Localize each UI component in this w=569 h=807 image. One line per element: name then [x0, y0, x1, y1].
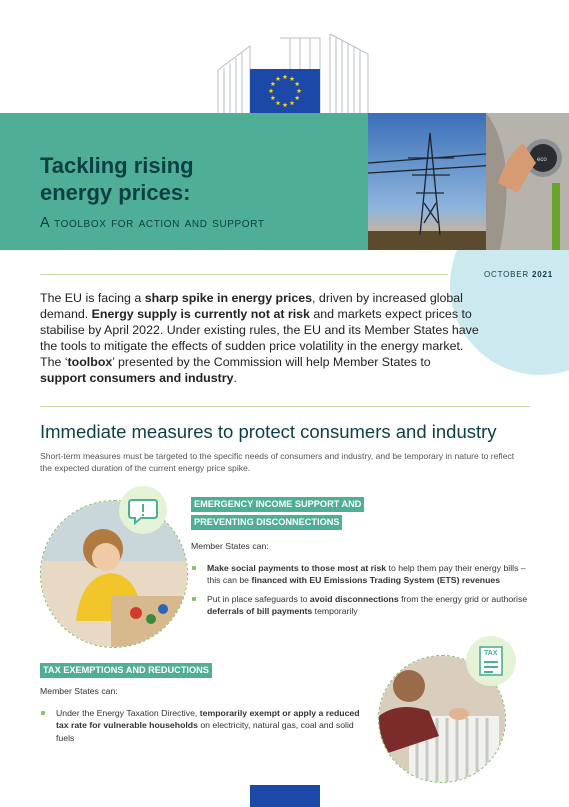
tax-lead: Member States can:	[40, 686, 118, 696]
divider-middle	[40, 406, 530, 407]
title-line-2: energy prices:	[40, 180, 191, 205]
svg-text:eco: eco	[537, 157, 547, 163]
eu-stars-icon	[250, 69, 320, 113]
emergency-bullet-1: Make social payments to those most at risk to help them pay their energy bills – this can be financed with EU Emissions Trading System (ETS) revenues	[191, 562, 531, 587]
eu-star	[276, 76, 281, 81]
emergency-lead: Member States can:	[191, 541, 269, 551]
tax-document-icon	[466, 636, 516, 686]
tax-icon-label: TAX	[484, 650, 498, 657]
eu-star	[295, 95, 300, 100]
eu-star	[269, 88, 274, 93]
tax-section	[40, 660, 370, 744]
alert-chat-icon	[119, 486, 167, 534]
eu-star	[283, 74, 288, 79]
eu-star	[270, 81, 275, 86]
section-subtext: Short-term measures must be targeted to the specific needs of consumers and industry, and be temporary in nature to reflect the expected duration of the current energy price spike.	[40, 451, 515, 473]
tax-tag: TAX EXEMPTIONS AND REDUCTIONS	[40, 663, 212, 678]
emergency-section	[191, 494, 531, 618]
publication-date: OCTOBER 2021	[484, 270, 554, 279]
eu-flag	[250, 69, 320, 113]
eu-star	[290, 76, 295, 81]
emergency-tag-line-1: EMERGENCY INCOME SUPPORT AND	[191, 497, 364, 512]
eu-star	[283, 102, 288, 107]
emergency-bullet-2: Put in place safeguards to avoid disconnections from the energy grid or authorise deferrals of bill payments temporarily	[191, 593, 531, 618]
eu-blue-footer-block	[250, 785, 320, 807]
eu-star	[276, 101, 281, 106]
divider-top	[40, 274, 448, 275]
section-heading: Immediate measures to protect consumers and industry	[40, 421, 497, 442]
tax-bullet-1: Under the Energy Taxation Directive, temporarily exempt or apply a reduced tax rate for vulnerable households on electricity, natural gas, coal and solid fuels	[40, 707, 370, 745]
subtitle: A toolbox for action and support	[40, 215, 265, 231]
emergency-tag-line-2: PREVENTING DISCONNECTIONS	[191, 515, 342, 530]
eu-star	[270, 95, 275, 100]
title-line-1: Tackling rising	[40, 153, 194, 178]
intro-paragraph: The EU is facing a sharp spike in energy prices, driven by increased global demand. Energy supply is currently not at risk and markets expect prices to stabilise by April 2022. Under existing rules, the EU and its Member States have the tools to mitigate the effects of sudden price volatility in the energy market. The ‘toolbox’ presented by the Commission will help Member States to support consumers and industry.	[40, 291, 479, 386]
eu-star	[295, 81, 300, 86]
eu-star	[297, 88, 302, 93]
child-photo	[40, 500, 188, 648]
eu-star	[290, 101, 295, 106]
title-block	[40, 152, 265, 231]
